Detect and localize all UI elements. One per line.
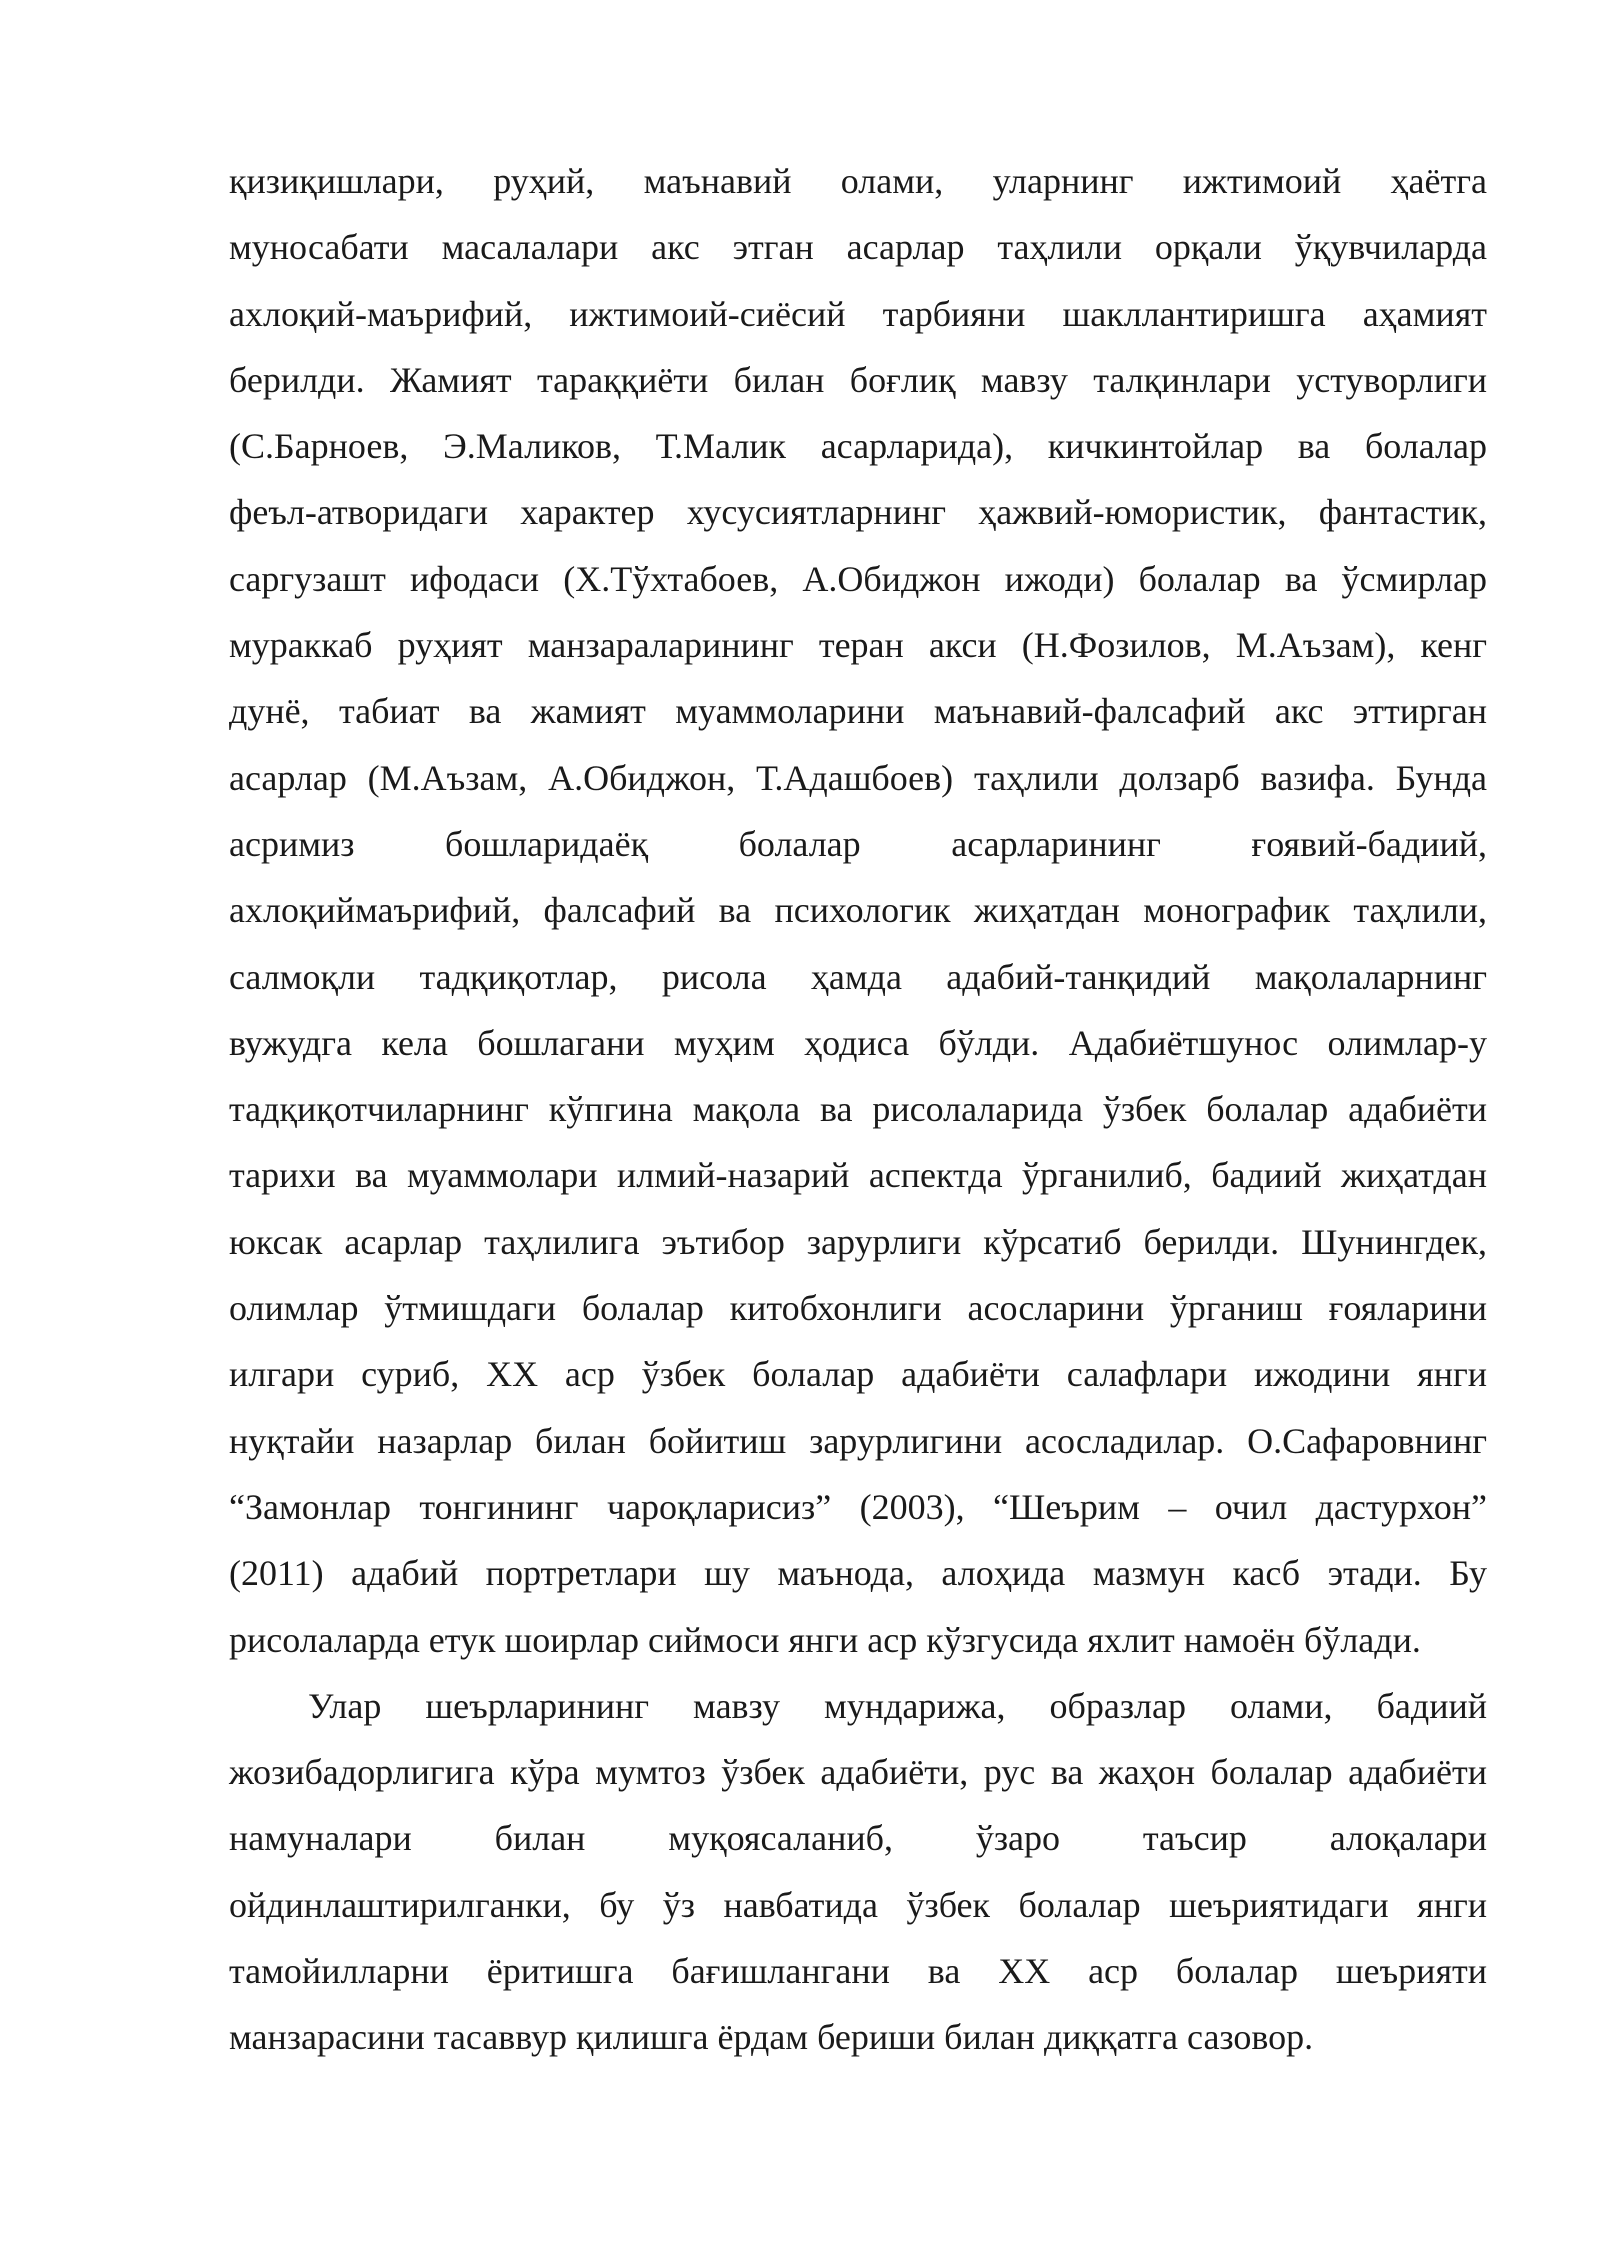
text-line: муносабати масалалари акс этган асарлар таҳлили орқали ўқувчиларда [229,227,1487,268]
text-line: олимлар ўтмишдаги болалар китобхонлиги асосларини ўрганиш ғояларини [229,1288,1487,1329]
text-line: тадқиқотчиларнинг кўпгина мақола ва рисолаларида ўзбек болалар адабиёти [229,1089,1487,1130]
text-line: мураккаб руҳият манзараларининг теран акси (Н.Фозилов, М.Аъзам), кенг [229,625,1487,666]
paragraph [229,148,1487,1673]
body-text [229,148,1487,2071]
text-line: ахлоқий-маърифий, ижтимоий-сиёсий тарбияни шакллантиришга аҳамият [229,293,1487,334]
text-line: илгари суриб, XX аср ўзбек болалар адабиёти салафлари ижодини янги [229,1354,1487,1395]
text-line: дунё, табиат ва жамият муаммоларини маънавий-фалсафий акс эттирган [229,691,1487,732]
text-line: (С.Барноев, Э.Маликов, Т.Малик асарларида), кичкинтойлар ва болалар [229,426,1487,467]
text-line: “Замонлар тонгининг чароқларисиз” (2003), “Шеърим – очил дастурхон” [229,1486,1487,1527]
text-line: асримиз бошларидаёқ болалар асарларининг ғоявий-бадиий, [229,823,1487,864]
text-line: юксак асарлар таҳлилига эътибор зарурлиги кўрсатиб берилди. Шунингдек, [229,1221,1487,1262]
text-line: намуналари билан муқоясаланиб, ўзаро таъсир алоқалари [229,1818,1487,1859]
text-line: ойдинлаштирилганки, бу ўз навбатида ўзбек болалар шеъриятидаги янги [229,1884,1487,1925]
text-line: феъл-атворидаги характер хусусиятларнинг ҳажвий-юмористик, фантастик, [229,492,1487,533]
text-line: тамойилларни ёритишга бағишлангани ва XX аср болалар шеърияти [229,1951,1487,1992]
text-line: асарлар (М.Аъзам, А.Обиджон, Т.Адашбоев) таҳлили долзарб вазифа. Бунда [229,757,1487,798]
text-line: жозибадорлигига кўра мумтоз ўзбек адабиёти, рус ва жаҳон болалар адабиёти [229,1752,1487,1793]
text-line: тарихи ва муаммолари илмий-назарий аспектда ўрганилиб, бадиий жиҳатдан [229,1155,1487,1196]
text-line: Улар шеърларининг мавзу мундарижа, образлар олами, бадиий [308,1685,1487,1726]
text-line: қизиқишлари, руҳий, маънавий олами, уларнинг ижтимоий ҳаётга [229,161,1487,201]
text-line: вужудга кела бошлагани муҳим ҳодиса бўлди. Адабиётшунос олимлар-у [229,1022,1487,1063]
paragraph [229,1673,1487,2071]
text-line: ахлоқиймаърифий, фалсафий ва психологик жиҳатдан монографик таҳлили, [229,890,1487,931]
text-line: манзарасини тасаввур қилишга ёрдам бериши билан диққатга сазовор. [229,2017,1314,2058]
text-line: (2011) адабий портретлари шу маънода, алоҳида мазмун касб этади. Бу [229,1553,1487,1594]
text-line: нуқтайи назарлар билан бойитиш зарурлигини асосладилар. О.Сафаровнинг [229,1420,1487,1461]
text-line: саргузашт ифодаси (Х.Тўхтабоев, А.Обиджон ижоди) болалар ва ўсмирлар [229,558,1487,599]
text-line: салмоқли тадқиқотлар, рисола ҳамда адабий-танқидий мақолаларнинг [229,956,1487,997]
text-line: рисолаларда етук шоирлар сиймоси янги аср кўзгусида яхлит намоён бўлади. [229,1619,1421,1660]
text-line: берилди. Жамият тараққиёти билан боғлиқ мавзу талқинлари устуворлиги [229,359,1487,400]
